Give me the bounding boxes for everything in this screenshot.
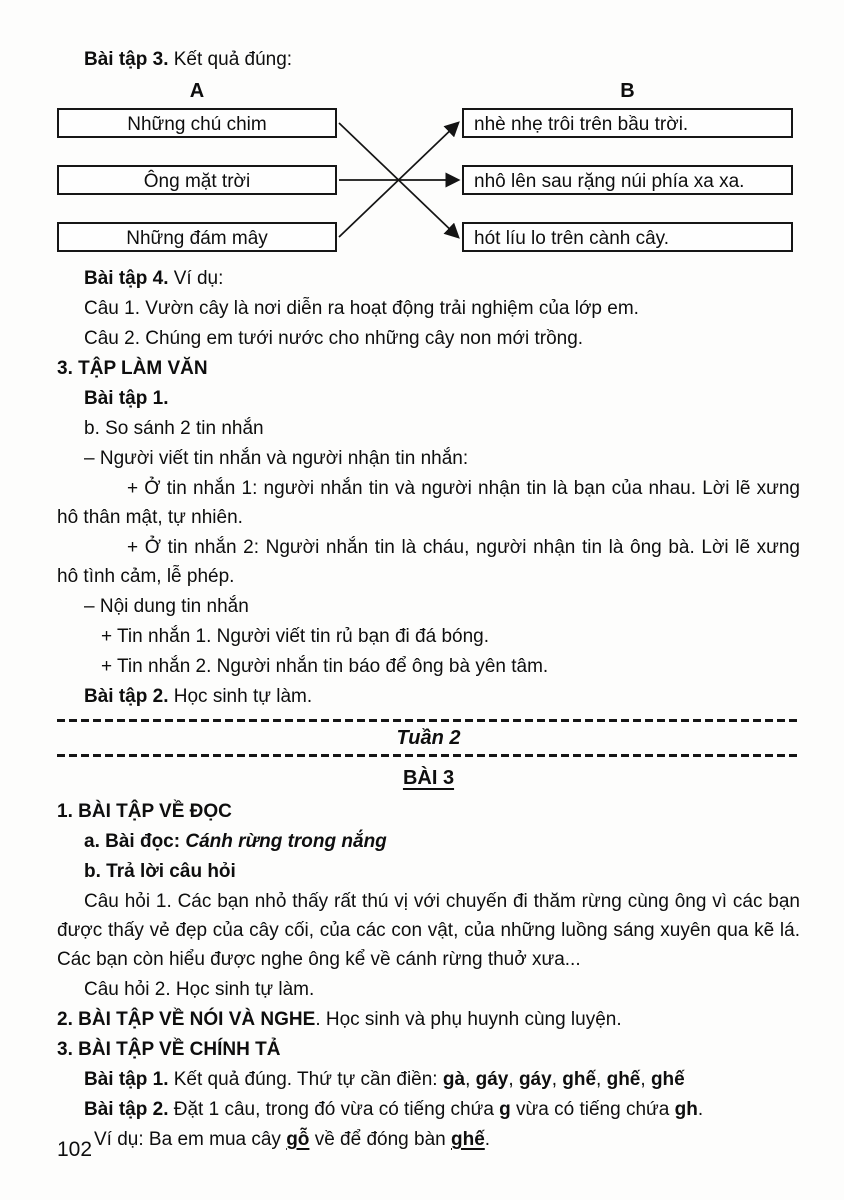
match-diagram-body [57,108,800,252]
text-segment: Học sinh tự làm. [168,686,313,707]
week-separator [57,719,800,757]
paragraph [57,384,800,413]
week-label: Tuần 2 [396,727,461,749]
text-segment: Câu 1. Vườn cây là nơi diễn ra hoạt động trải nghiệm của lớp em. [84,298,639,319]
paragraph [57,1005,800,1034]
text-segment: b. Trả lời câu hỏi [84,861,236,882]
paragraph [57,887,800,974]
text-segment: Bài tập 1. [84,1069,169,1090]
text-segment: Câu hỏi 1. Các bạn nhỏ thấy rất thú vị với chuyến đi thăm rừng cùng ông vì các bạn được thấy vẻ đẹp của cây cối, của các con vật, của những luồng sáng xuyên qua kẽ lá. Các bạn còn hiểu được nghe ông kể về cánh rừng thuở xưa... [57,891,800,970]
lesson-title-text: BÀI 3 [402,767,455,789]
text-segment: gáy [475,1069,509,1090]
page-number: 102 [57,1138,93,1161]
exercise-3-heading [57,45,800,74]
column-a-box-1: Những chú chim [57,108,337,138]
column-a-header: A [189,80,205,102]
text-segment: , [465,1069,476,1090]
dashed-line-bottom [57,754,800,757]
paragraph [57,857,800,886]
paragraph [57,827,800,856]
match-arrows-svg [57,108,800,252]
paragraph [57,797,800,826]
text-segment: về để đóng bàn [309,1129,451,1150]
text-segment: Câu 2. Chúng em tưới nước cho những cây non mới trồng. [84,328,584,349]
paragraph [57,975,800,1004]
paragraph [57,652,800,681]
text-segment: . [697,1099,704,1120]
text-segment: vừa có tiếng chứa [510,1099,675,1120]
exercise-answers-section [57,264,800,711]
text-segment: , [596,1069,607,1090]
text-segment: Cánh rừng trong nắng [185,831,387,852]
text-segment: Ví dụ: Ba em mua cây [94,1129,287,1150]
column-b-box-1: nhè nhẹ trôi trên bầu trời. [462,108,793,138]
text-segment: 3. TẬP LÀM VĂN [57,358,208,379]
column-b-header: B [620,80,635,102]
paragraph [57,1035,800,1064]
column-a-box-2: Ông mặt trời [57,165,337,195]
paragraph [57,622,800,651]
column-b-box-2: nhô lên sau rặng núi phía xa xa. [462,165,793,195]
paragraph [57,474,800,532]
text-segment: gỗ [286,1129,310,1150]
paragraph [57,45,800,74]
text-segment: gh [674,1099,698,1120]
text-segment: Bài tập 3. [84,49,169,70]
text-segment: – Nội dung tin nhắn [84,596,249,617]
text-segment: – Người viết tin nhắn và người nhận tin nhắn: [84,448,469,469]
lesson-3-section [57,797,800,1154]
text-segment: + Ở tin nhắn 2: Người nhắn tin là cháu, người nhận tin là ông bà. Lời lẽ xưng hô tình cảm, lễ phép. [57,537,800,587]
paragraph [57,264,800,293]
text-segment: . Học sinh và phụ huynh cùng luyện. [315,1009,622,1030]
text-segment: + Ở tin nhắn 1: người nhắn tin và người nhận tin là bạn của nhau. Lời lẽ xưng hô thân mật, tự nhiên. [57,478,800,528]
text-segment: ghế [451,1129,485,1150]
text-segment: Kết quả đúng: [168,49,293,70]
text-segment: a. Bài đọc: [84,831,186,852]
text-segment: Bài tập 4. [84,268,169,289]
text-segment: , [508,1069,519,1090]
text-segment: Bài tập 1. [84,388,169,409]
paragraph [57,324,800,353]
match-diagram [57,80,800,256]
text-segment: . [484,1129,491,1150]
text-segment: 3. BÀI TẬP VỀ CHÍNH TẢ [57,1039,281,1060]
paragraph [57,294,800,323]
text-segment: + Tin nhắn 1. Người viết tin rủ bạn đi đá bóng. [101,626,490,647]
text-segment: ghế [562,1069,597,1090]
paragraph [57,414,800,443]
page-content [57,44,800,1155]
text-segment: ghế [606,1069,641,1090]
text-segment: , [551,1069,563,1090]
text-segment: 1. BÀI TẬP VỀ ĐỌC [57,801,232,822]
text-segment: gáy [518,1069,552,1090]
text-segment: g [499,1099,511,1120]
text-segment: Bài tập 2. [84,686,169,707]
text-segment: , [640,1069,651,1090]
text-segment: b. So sánh 2 tin nhắn [84,418,264,439]
text-segment: Câu hỏi 2. Học sinh tự làm. [84,979,315,1000]
text-segment: + Tin nhắn 2. Người nhắn tin báo để ông bà yên tâm. [101,656,549,677]
column-b-box-3: hót líu lo trên cành cây. [462,222,793,252]
text-segment: ghế [650,1069,685,1090]
text-segment: Kết quả đúng. Thứ tự cần điền: [168,1069,443,1090]
column-a-box-3: Những đám mây [57,222,337,252]
paragraph [57,533,800,591]
paragraph [57,682,800,711]
paragraph [57,444,800,473]
dashed-line-top [57,719,800,722]
paragraph [57,1065,800,1094]
text-segment: Ví dụ: [168,268,224,289]
paragraph [57,354,800,383]
paragraph [57,592,800,621]
lesson-title [57,763,800,793]
paragraph [57,1095,800,1124]
text-segment: Bài tập 2. [84,1099,169,1120]
text-segment: Đặt 1 câu, trong đó vừa có tiếng chứa [168,1099,500,1120]
paragraph [57,1125,800,1154]
text-segment: 2. BÀI TẬP VỀ NÓI VÀ NGHE [57,1009,316,1030]
text-segment: gà [442,1069,466,1090]
